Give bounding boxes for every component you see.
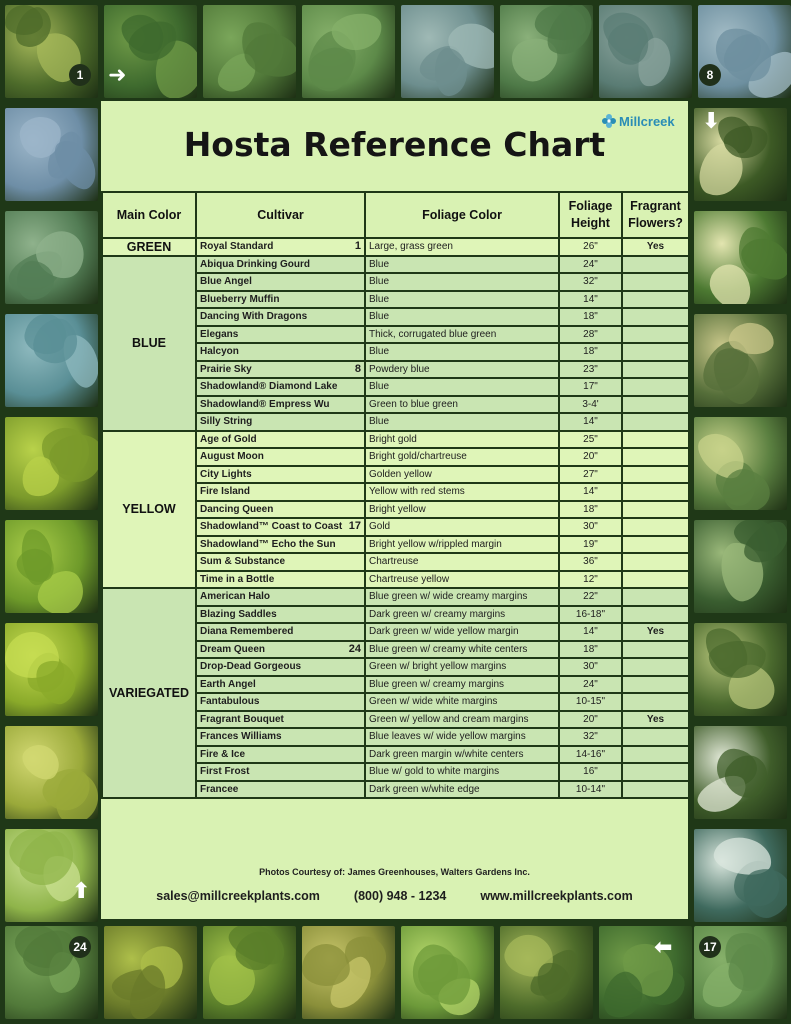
foliage-height-cell: 19" xyxy=(559,536,622,554)
hosta-photo xyxy=(104,926,197,1019)
fragrant-cell xyxy=(622,326,689,344)
hosta-photo xyxy=(5,314,98,407)
foliage-color-cell: Green to blue green xyxy=(365,396,559,414)
fragrant-cell xyxy=(622,728,689,746)
foliage-height-cell: 30" xyxy=(559,518,622,536)
fragrant-cell xyxy=(622,746,689,764)
fragrant-cell xyxy=(622,641,689,659)
cultivar-cell xyxy=(196,553,365,571)
fragrant-cell xyxy=(622,256,689,274)
cultivar-cell xyxy=(196,606,365,624)
cultivar-cell xyxy=(196,746,365,764)
cultivar-name: Shadowland™ Echo the Sun xyxy=(200,538,336,550)
foliage-color-cell: Bright gold xyxy=(365,431,559,449)
foliage-color-cell: Thick, corrugated blue green xyxy=(365,326,559,344)
cultivar-name: Francee xyxy=(200,783,239,795)
foliage-height-cell: 10-15" xyxy=(559,693,622,711)
cultivar-name: Royal Standard xyxy=(200,241,274,253)
cultivar-cell xyxy=(196,238,365,256)
fragrant-cell xyxy=(622,308,689,326)
hosta-photo xyxy=(5,520,98,613)
foliage-height-cell: 22" xyxy=(559,588,622,606)
cultivar-name: Silly String xyxy=(200,416,253,428)
main-color-cell: BLUE xyxy=(102,256,196,431)
foliage-color-cell: Green w/ yellow and cream margins xyxy=(365,711,559,729)
foliage-color-cell: Blue green w/ wide creamy margins xyxy=(365,588,559,606)
cultivar-name: Blazing Saddles xyxy=(200,608,277,620)
foliage-color-cell: Blue xyxy=(365,256,559,274)
fragrant-cell: Yes xyxy=(622,711,689,729)
foliage-color-cell: Large, grass green xyxy=(365,238,559,256)
cultivar-name: Shadowland™ Coast to Coast xyxy=(200,521,343,533)
arrow-left-icon: ⬅ xyxy=(654,934,673,959)
foliage-color-cell: Blue xyxy=(365,343,559,361)
fragrant-cell xyxy=(622,588,689,606)
photo-badge: 24 xyxy=(69,936,91,958)
fragrant-cell xyxy=(622,291,689,309)
cultivar-name: Age of Gold xyxy=(200,433,257,445)
cultivar-cell xyxy=(196,413,365,431)
cultivar-name: Fire & Ice xyxy=(200,748,246,760)
photo-number: 1 xyxy=(354,240,361,252)
foliage-height-cell: 18" xyxy=(559,501,622,519)
cultivar-cell xyxy=(196,658,365,676)
hosta-table xyxy=(101,191,690,799)
cultivar-name: Halcyon xyxy=(200,346,239,358)
cultivar-name: Earth Angel xyxy=(200,678,256,690)
photo-number: 24 xyxy=(348,642,361,655)
main-color-cell: GREEN xyxy=(102,238,196,256)
cultivar-name: Shadowland® Diamond Lake xyxy=(200,381,338,393)
cultivar-cell xyxy=(196,781,365,799)
cultivar-name: First Frost xyxy=(200,766,250,778)
photo-number: 17 xyxy=(348,520,361,532)
hosta-photo xyxy=(694,520,787,613)
fragrant-cell xyxy=(622,763,689,781)
cultivar-name: American Halo xyxy=(200,591,271,603)
cultivar-name: Fire Island xyxy=(200,486,251,498)
hosta-photo xyxy=(203,926,296,1019)
cultivar-cell xyxy=(196,711,365,729)
foliage-height-cell: 14" xyxy=(559,483,622,501)
fragrant-cell xyxy=(622,413,689,431)
table-row xyxy=(102,256,689,274)
photo-badge: 17 xyxy=(699,936,721,958)
fragrant-cell xyxy=(622,343,689,361)
column-header: Cultivar xyxy=(196,192,365,238)
fragrant-cell xyxy=(622,448,689,466)
foliage-color-cell: Blue green w/ creamy margins xyxy=(365,676,559,694)
cultivar-cell xyxy=(196,361,365,379)
hosta-photo xyxy=(203,5,296,98)
foliage-color-cell: Gold xyxy=(365,518,559,536)
logo-text: Millcreek xyxy=(619,113,675,129)
photo-badge: 8 xyxy=(699,64,721,86)
column-header: Fragrant Flowers? xyxy=(622,192,689,238)
fragrant-cell xyxy=(622,658,689,676)
fragrant-cell xyxy=(622,553,689,571)
column-header: Main Color xyxy=(102,192,196,238)
foliage-color-cell: Blue leaves w/ wide yellow margins xyxy=(365,728,559,746)
foliage-color-cell: Blue xyxy=(365,308,559,326)
foliage-height-cell: 14" xyxy=(559,623,622,641)
hosta-photo xyxy=(599,926,692,1019)
cultivar-name: Fragrant Bouquet xyxy=(200,713,284,725)
cultivar-name: Dancing With Dragons xyxy=(200,311,308,323)
hosta-photo xyxy=(500,926,593,1019)
table-body xyxy=(102,238,689,798)
foliage-height-cell: 24" xyxy=(559,676,622,694)
column-header: Foliage Height xyxy=(559,192,622,238)
foliage-height-cell: 14-16" xyxy=(559,746,622,764)
hosta-photo xyxy=(500,5,593,98)
cultivar-name: Sum & Substance xyxy=(200,556,286,568)
table-header-row xyxy=(102,192,689,238)
cultivar-cell xyxy=(196,501,365,519)
foliage-height-cell: 14" xyxy=(559,413,622,431)
cultivar-cell xyxy=(196,728,365,746)
phone-number: (800) 948 - 1234 xyxy=(353,889,447,903)
photo-number: 8 xyxy=(354,362,361,375)
cultivar-name: August Moon xyxy=(200,451,264,463)
fragrant-cell xyxy=(622,483,689,501)
cultivar-cell xyxy=(196,256,365,274)
fragrant-cell xyxy=(622,466,689,484)
hosta-photo xyxy=(5,211,98,304)
fragrant-cell: Yes xyxy=(622,623,689,641)
cultivar-name: Fantabulous xyxy=(200,696,260,708)
fragrant-cell: Yes xyxy=(622,238,689,256)
foliage-height-cell: 25" xyxy=(559,431,622,449)
hosta-photo xyxy=(5,829,98,922)
cultivar-name: Dream Queen xyxy=(200,643,266,655)
page-title: Hosta Reference Chart xyxy=(183,125,606,164)
chart-panel xyxy=(101,101,688,919)
column-header: Foliage Color xyxy=(365,192,559,238)
foliage-color-cell: Dark green margin w/white centers xyxy=(365,746,559,764)
cultivar-cell xyxy=(196,431,365,449)
foliage-color-cell: Dark green w/ wide yellow margin xyxy=(365,623,559,641)
foliage-color-cell: Blue xyxy=(365,273,559,291)
foliage-height-cell: 16-18" xyxy=(559,606,622,624)
foliage-height-cell: 30" xyxy=(559,658,622,676)
cultivar-cell xyxy=(196,518,365,536)
foliage-height-cell: 18" xyxy=(559,343,622,361)
table-row xyxy=(102,431,689,449)
contact-bar xyxy=(101,889,688,903)
hosta-photo xyxy=(694,314,787,407)
fragrant-cell xyxy=(622,501,689,519)
cultivar-cell xyxy=(196,641,365,659)
cultivar-cell xyxy=(196,483,365,501)
fragrant-cell xyxy=(622,273,689,291)
email-link[interactable]: sales@millcreekplants.com xyxy=(156,889,320,903)
leaf-shape xyxy=(302,943,351,987)
hosta-photo xyxy=(302,5,395,98)
table-row xyxy=(102,238,689,256)
photo-badge: 1 xyxy=(69,64,91,86)
table-row xyxy=(102,588,689,606)
hosta-photo xyxy=(5,417,98,510)
main-color-cell: YELLOW xyxy=(102,431,196,589)
cultivar-name: Dancing Queen xyxy=(200,503,274,515)
hosta-photo xyxy=(694,829,787,922)
hosta-photo xyxy=(5,623,98,716)
foliage-color-cell: Powdery blue xyxy=(365,361,559,379)
cultivar-cell xyxy=(196,763,365,781)
cultivar-name: Shadowland® Empress Wu xyxy=(200,398,330,410)
cultivar-name: Time in a Bottle xyxy=(200,573,275,585)
cultivar-cell xyxy=(196,291,365,309)
foliage-color-cell: Blue xyxy=(365,291,559,309)
foliage-height-cell: 18" xyxy=(559,641,622,659)
foliage-height-cell: 24" xyxy=(559,256,622,274)
cultivar-cell xyxy=(196,273,365,291)
cultivar-name: Diana Remembered xyxy=(200,626,294,638)
foliage-height-cell: 18" xyxy=(559,308,622,326)
foliage-color-cell: Green w/ wide white margins xyxy=(365,693,559,711)
arrow-right-icon: ➜ xyxy=(108,62,127,87)
foliage-height-cell: 12" xyxy=(559,571,622,589)
foliage-height-cell: 10-14" xyxy=(559,781,622,799)
cultivar-name: City Lights xyxy=(200,468,252,480)
cultivar-name: Drop-Dead Gorgeous xyxy=(200,661,302,673)
cultivar-name: Blue Angel xyxy=(200,276,252,288)
foliage-height-cell: 26" xyxy=(559,238,622,256)
foliage-height-cell: 17" xyxy=(559,378,622,396)
cultivar-cell xyxy=(196,588,365,606)
cultivar-cell xyxy=(196,676,365,694)
foliage-color-cell: Chartreuse yellow xyxy=(365,571,559,589)
hosta-photo xyxy=(694,623,787,716)
hosta-photo xyxy=(401,5,494,98)
cultivar-cell xyxy=(196,536,365,554)
foliage-height-cell: 27" xyxy=(559,466,622,484)
foliage-color-cell: Blue xyxy=(365,378,559,396)
foliage-color-cell: Golden yellow xyxy=(365,466,559,484)
foliage-height-cell: 32" xyxy=(559,273,622,291)
cultivar-cell xyxy=(196,571,365,589)
foliage-color-cell: Bright yellow w/rippled margin xyxy=(365,536,559,554)
foliage-height-cell: 14" xyxy=(559,291,622,309)
foliage-color-cell: Blue w/ gold to white margins xyxy=(365,763,559,781)
foliage-height-cell: 36" xyxy=(559,553,622,571)
cultivar-name: Prairie Sky xyxy=(200,363,252,375)
cultivar-cell xyxy=(196,396,365,414)
photo-credits: Photos Courtesy of: James Greenhouses, Walters Gardens Inc. xyxy=(259,867,530,877)
foliage-color-cell: Dark green w/white edge xyxy=(365,781,559,799)
foliage-height-cell: 3-4' xyxy=(559,396,622,414)
fragrant-cell xyxy=(622,606,689,624)
cultivar-cell xyxy=(196,326,365,344)
fragrant-cell xyxy=(622,536,689,554)
foliage-height-cell: 32" xyxy=(559,728,622,746)
hosta-photo xyxy=(5,726,98,819)
cultivar-cell xyxy=(196,448,365,466)
main-color-cell: VARIEGATED xyxy=(102,588,196,798)
hosta-photo xyxy=(694,211,787,304)
cultivar-name: Blueberry Muffin xyxy=(200,293,280,305)
fragrant-cell xyxy=(622,361,689,379)
foliage-color-cell: Yellow with red stems xyxy=(365,483,559,501)
hosta-photo xyxy=(5,108,98,201)
foliage-color-cell: Blue green w/ creamy white centers xyxy=(365,641,559,659)
arrow-down-icon: ⬇ xyxy=(702,108,721,133)
fragrant-cell xyxy=(622,396,689,414)
foliage-height-cell: 20" xyxy=(559,448,622,466)
foliage-color-cell: Chartreuse xyxy=(365,553,559,571)
cultivar-name: Abiqua Drinking Gourd xyxy=(200,258,310,270)
fragrant-cell xyxy=(622,378,689,396)
cultivar-cell xyxy=(196,343,365,361)
fragrant-cell xyxy=(622,431,689,449)
fragrant-cell xyxy=(622,676,689,694)
cultivar-cell xyxy=(196,623,365,641)
hosta-photo xyxy=(302,926,395,1019)
fragrant-cell xyxy=(622,781,689,799)
fragrant-cell xyxy=(622,518,689,536)
cultivar-cell xyxy=(196,378,365,396)
foliage-height-cell: 20" xyxy=(559,711,622,729)
foliage-height-cell: 16" xyxy=(559,763,622,781)
foliage-color-cell: Bright yellow xyxy=(365,501,559,519)
hosta-photo xyxy=(401,926,494,1019)
foliage-color-cell: Bright gold/chartreuse xyxy=(365,448,559,466)
foliage-color-cell: Blue xyxy=(365,413,559,431)
hosta-photo xyxy=(599,5,692,98)
website-link[interactable]: www.millcreekplants.com xyxy=(480,889,633,903)
fragrant-cell xyxy=(622,571,689,589)
hosta-photo xyxy=(694,417,787,510)
foliage-height-cell: 23" xyxy=(559,361,622,379)
foliage-height-cell: 28" xyxy=(559,326,622,344)
hosta-photo xyxy=(694,726,787,819)
cultivar-cell xyxy=(196,308,365,326)
cultivar-cell xyxy=(196,466,365,484)
arrow-up-icon: ⬆ xyxy=(72,878,91,903)
foliage-color-cell: Green w/ bright yellow margins xyxy=(365,658,559,676)
cultivar-name: Elegans xyxy=(200,328,239,340)
cultivar-name: Frances Williams xyxy=(200,731,282,743)
foliage-color-cell: Dark green w/ creamy margins xyxy=(365,606,559,624)
fragrant-cell xyxy=(622,693,689,711)
cultivar-cell xyxy=(196,693,365,711)
